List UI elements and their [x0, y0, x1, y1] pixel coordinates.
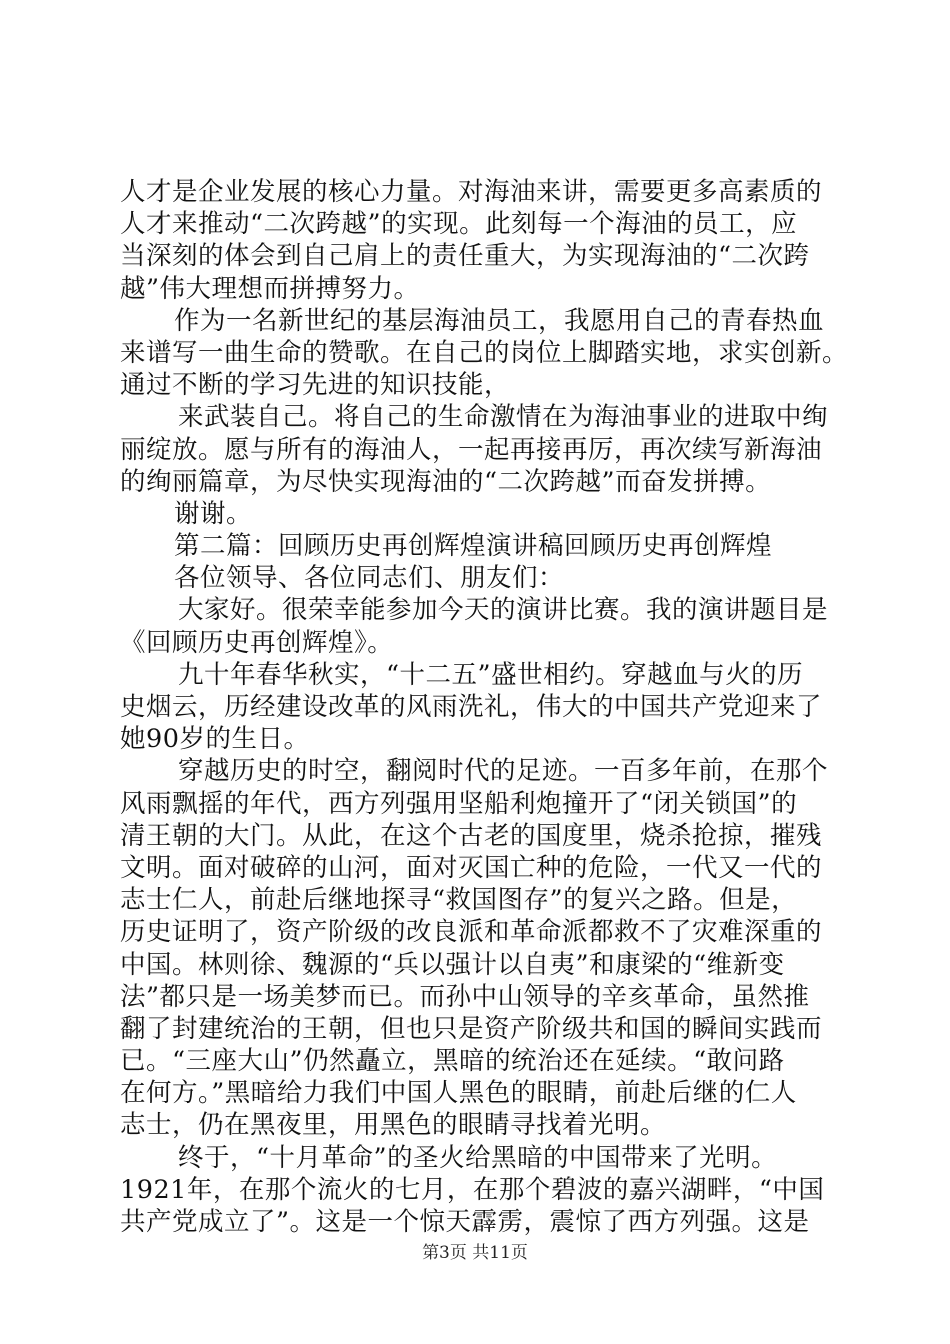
text-line: 人才是企业发展的核心力量。对海油来讲，需要更多高素质的	[120, 177, 823, 207]
text-line: 她90岁的生日。	[120, 724, 310, 755]
text-line: 丽绽放。愿与所有的海油人，一起再接再厉，再次续写新海油	[120, 434, 823, 465]
section-heading: 第二篇：回顾历史再创辉煌演讲稿回顾历史再创辉煌	[174, 531, 773, 562]
document-body	[120, 176, 849, 1238]
text-line: 谢谢。	[174, 498, 253, 529]
text-line: 法”都只是一场美梦而已。而孙中山领导的辛亥革命，虽然推	[120, 981, 810, 1012]
text-line: 1921年，在那个流火的七月，在那个碧波的嘉兴湖畔，“中国	[120, 1174, 825, 1205]
text-line: 通过不断的学习先进的知识技能，	[120, 370, 511, 401]
text-line: 中国。林则徐、魏源的“兵以强计以自夷”和康梁的“维新变	[120, 949, 785, 980]
text-line: 当深刻的体会到自己肩上的责任重大，为实现海油的“二次跨	[120, 241, 810, 272]
text-line: 志士仁人，前赴后继地探寻“救国图存”的复兴之路。但是，	[120, 885, 798, 916]
text-line: 历史证明了，资产阶级的改良派和革命派都救不了灾难深重的	[120, 917, 823, 948]
text-line: 穿越历史的时空，翻阅时代的足迹。一百多年前，在那个	[178, 756, 829, 787]
text-line: 终于，“十月革命”的圣火给黑暗的中国带来了光明。	[178, 1142, 778, 1173]
text-line: 九十年春华秋实，“十二五”盛世相约。穿越血与火的历	[178, 659, 804, 690]
text-line: 大家好。很荣幸能参加今天的演讲比赛。我的演讲题目是	[178, 595, 829, 626]
text-line: 文明。面对破碎的山河，面对灭国亡种的危险，一代又一代的	[120, 852, 823, 883]
text-line: 共产党成立了”。这是一个惊天霹雳，震惊了西方列强。这是	[120, 1207, 810, 1237]
text-line: 清王朝的大门。从此，在这个古老的国度里，烧杀抢掠，摧残	[120, 820, 823, 851]
text-line: 的绚丽篇章，为尽快实现海油的“二次跨越”而奋发拼搏。	[120, 466, 772, 497]
text-line: 来武装自己。将自己的生命激情在为海油事业的进取中绚	[178, 402, 829, 433]
page-number: 第3页 共11页	[422, 1243, 528, 1263]
text-line: 来谱写一曲生命的赞歌。在自己的岗位上脚踏实地，求实创新。	[120, 337, 849, 368]
text-line: 翻了封建统治的王朝，但也只是资产阶级共和国的瞬间实践而	[120, 1013, 823, 1044]
text-line: 风雨飘摇的年代，西方列强用坚船利炮撞开了“闭关锁国”的	[120, 788, 798, 819]
text-line: 作为一名新世纪的基层海油员工，我愿用自己的青春热血	[174, 305, 825, 336]
text-line: 在何方。”黑暗给力我们中国人黑色的眼睛，前赴后继的仁人	[120, 1078, 797, 1109]
text-line: 志士，仍在黑夜里，用黑色的眼睛寻找着光明。	[120, 1110, 667, 1141]
text-line: 《回顾历史再创辉煌》。	[120, 627, 394, 658]
text-line: 越”伟大理想而拼搏努力。	[120, 273, 420, 304]
salutation: 各位领导、各位同志们、朋友们：	[174, 563, 565, 594]
text-line: 人才来推动“二次跨越”的实现。此刻每一个海油的员工，应	[120, 209, 798, 240]
text-line: 史烟云，历经建设改革的风雨洗礼，伟大的中国共产党迎来了	[120, 692, 823, 722]
text-line: 已。“三座大山”仍然矗立，黑暗的统治还在延续。“敢问路	[120, 1046, 785, 1077]
